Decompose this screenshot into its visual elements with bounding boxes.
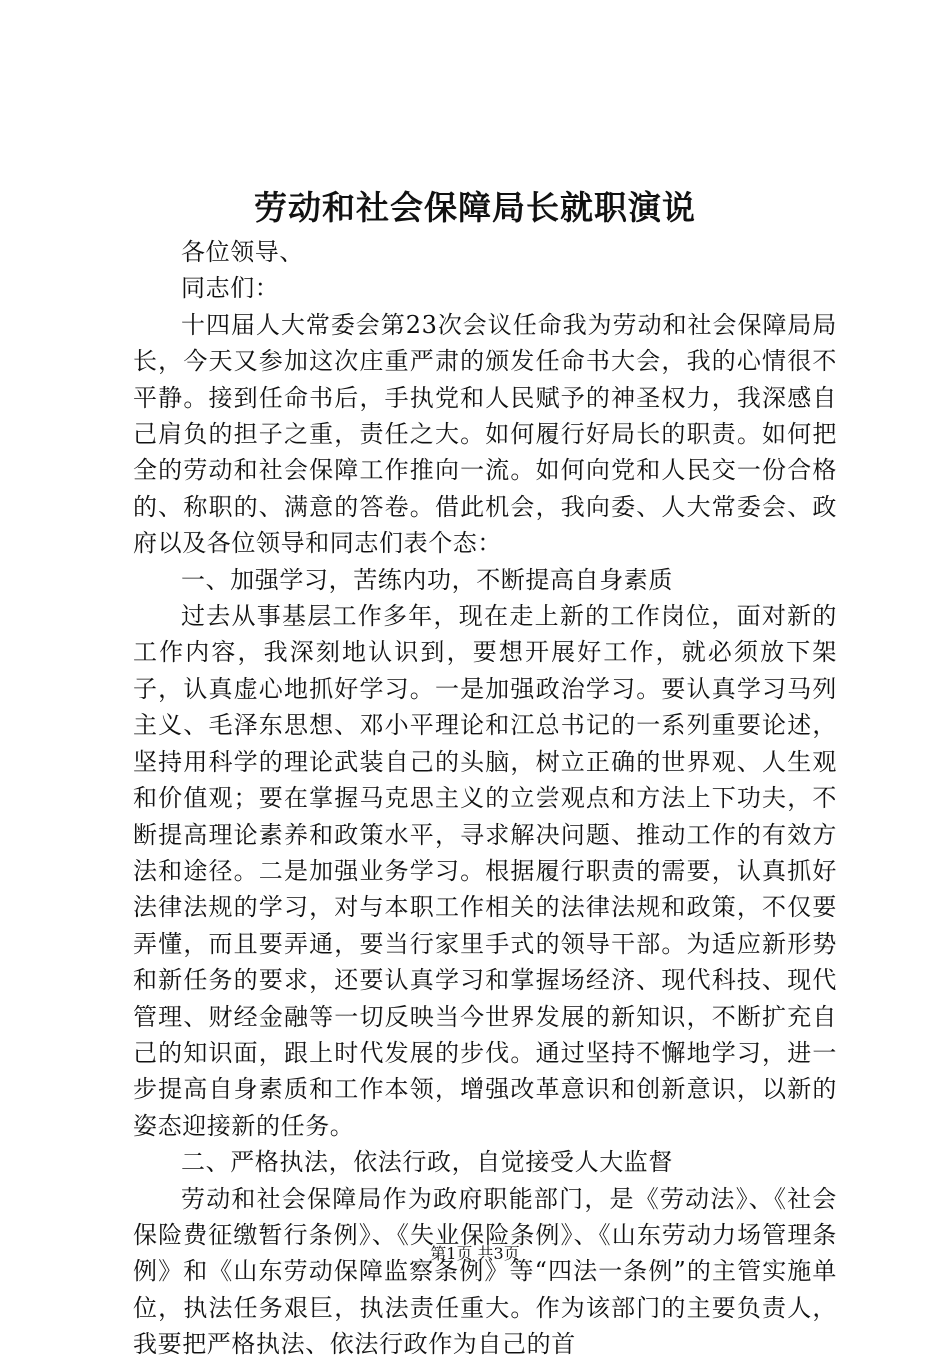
section-heading-2: 二、严格执法，依法行政，自觉接受人大监督 (181, 1148, 673, 1177)
salutation-leaders: 各位领导、 (181, 238, 304, 266)
paragraph-intro: 十四届人大常委会第23次会议任命我为劳动和社会保障局局长，今天又参加这次庄重严肃的颁发任命书大会，我的心情很不平静。接到任命书后，手执党和人民赋予的神圣权力，我深感自己肩负的担子之重，责任之大。如何履行好局长的职责。如何把全的劳动和社会保障工作推向一流。如何向党和人民交一份合格的、称职的、满意的答卷。借此机会，我向委、人大常委会、政府以及各位领导和同志们表个态： (133, 310, 837, 558)
document-body (133, 234, 837, 1363)
paragraph-law: 劳动和社会保障局作为政府职能部门，是《劳动法》、《社会保险费征缴暂行条例》、《失业保险条例》、《山东劳动力场管理条例》和《山东劳动保障监察条例》等“四法一条例”的主管实施单位，执法任务艰巨，执法责任重大。作为该部门的主要负责人，我要把严格执法、依法行政作为自己的首 (133, 1184, 837, 1359)
document-title: 劳动和社会保障局长就职演说 (254, 188, 696, 227)
paragraph-study: 过去从事基层工作多年，现在走上新的工作岗位，面对新的工作内容，我深刻地认识到，要想开展好工作，就必须放下架子，认真虚心地抓好学习。一是加强政治学习。要认真学习马列主义、毛泽东思想、邓小平理论和江总书记的一系列重要论述，坚持用科学的理论武装自己的头脑，树立正确的世界观、人生观和价值观；要在掌握马克思主义的立尝观点和方法上下功夫，不断提高理论素养和政策水平，寻求解决问题、推动工作的有效方法和途径。二是加强业务学习。根据履行职责的需要，认真抓好法律法规的学习，对与本职工作相关的法律法规和政策，不仅要弄懂，而且要弄通，要当行家里手式的领导干部。为适应新形势和新任务的要求，还要认真学习和掌握场经济、现代科技、现代管理、财经金融等一切反映当今世界发展的新知识，不断扩充自己的知识面，跟上时代发展的步伐。通过坚持不懈地学习，进一步提高自身素质和工作本领，增强改革意识和创新意识，以新的姿态迎接新的任务。 (133, 602, 837, 1140)
section-heading-1: 一、加强学习，苦练内功，不断提高自身素质 (181, 565, 673, 594)
salutation-comrades: 同志们： (181, 274, 280, 303)
page-footer: 第1页 共3页 (430, 1244, 520, 1263)
